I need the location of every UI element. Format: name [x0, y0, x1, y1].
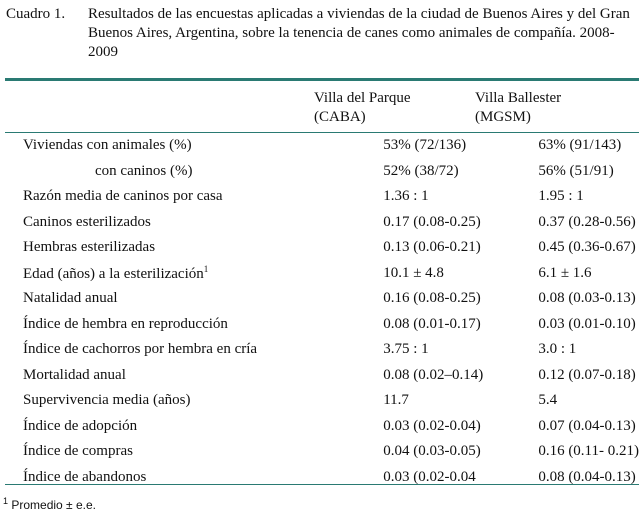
footnote-reference: 1	[203, 263, 209, 274]
row-label-text: Índice de abandonos	[23, 468, 147, 485]
row-label-text: Índice de cachorros por hembra en cría	[23, 341, 258, 358]
table-row	[5, 388, 639, 414]
row-label-text: Natalidad anual	[23, 290, 118, 307]
column-header-line: (CABA)	[314, 109, 366, 125]
row-label-text: Índice de hembra en reproducción	[23, 315, 228, 332]
cell-villa-del-parque: 1.36 : 1	[383, 188, 429, 205]
cell-villa-ballester: 0.08 (0.04-0.13)	[538, 468, 636, 485]
cell-villa-ballester: 0.07 (0.04-0.13)	[538, 417, 636, 434]
table-row	[5, 312, 639, 338]
results-table	[5, 133, 639, 490]
cell-villa-del-parque: 0.04 (0.03-0.05)	[383, 443, 481, 460]
footnote-text: Promedio ± e.e.	[11, 498, 96, 512]
cell-villa-ballester: 56% (51/91)	[538, 162, 614, 179]
cell-villa-del-parque: 0.03 (0.02-0.04	[383, 468, 476, 485]
cell-villa-del-parque: 3.75 : 1	[383, 341, 429, 358]
table-row	[5, 235, 639, 261]
cell-villa-ballester: 0.37 (0.28-0.56)	[538, 213, 636, 230]
row-label	[5, 414, 383, 440]
cell-villa-del-parque: 11.7	[383, 392, 409, 409]
row-label-text: Índice de compras	[23, 443, 133, 460]
row-label	[5, 388, 383, 414]
cell-villa-del-parque: 52% (38/72)	[383, 162, 459, 179]
row-label-text: Hembras esterilizadas	[23, 239, 156, 256]
row-label-text: Edad (años) a la esterilización	[23, 265, 204, 282]
cell-villa-ballester: 0.12 (0.07-0.18)	[538, 366, 636, 383]
cell-villa-del-parque: 0.08 (0.01-0.17)	[383, 315, 481, 332]
row-label-text: Viviendas con animales (%)	[23, 137, 192, 154]
table-row	[5, 184, 639, 210]
cell-villa-ballester: 0.45 (0.36-0.67)	[538, 239, 636, 256]
row-label-text: Supervivencia media (años)	[23, 392, 191, 409]
cell-villa-ballester: 0.08 (0.03-0.13)	[538, 290, 636, 307]
cell-villa-ballester: 6.1 ± 1.6	[538, 264, 592, 281]
footnote-marker: 1	[3, 496, 9, 506]
caption-text: Resultados de las encuestas aplicadas a viviendas de la ciudad de Buenos Aires y del Gran Buenos Aires, Argentina, sobre la tenencia de canes como animales de compañía. 2008-2009	[88, 6, 630, 60]
cell-villa-del-parque: 0.13 (0.06-0.21)	[383, 239, 481, 256]
cell-villa-del-parque: 0.03 (0.02-0.04)	[383, 417, 481, 434]
row-label-text: Razón media de caninos por casa	[23, 188, 223, 205]
cell-villa-del-parque: 0.17 (0.08-0.25)	[383, 213, 481, 230]
table-row	[5, 133, 639, 159]
table-row	[5, 363, 639, 389]
row-label	[5, 337, 383, 363]
table-row	[5, 286, 639, 312]
row-label	[5, 159, 383, 185]
column-header-line: Villa del Parque	[314, 90, 411, 106]
cell-villa-del-parque: 10.1 ± 4.8	[383, 264, 444, 281]
cell-villa-ballester: 5.4	[538, 392, 558, 409]
row-label	[5, 235, 383, 261]
row-label	[5, 210, 383, 236]
table-body	[5, 133, 639, 490]
cell-villa-del-parque: 53% (72/136)	[383, 137, 467, 154]
table-row	[5, 465, 639, 491]
column-header-villa-ballester	[475, 89, 561, 127]
caption-label: Cuadro 1.	[6, 6, 66, 22]
cell-villa-ballester: 1.95 : 1	[538, 188, 584, 205]
bottom-rule	[5, 484, 639, 485]
row-label-text: Caninos esterilizados	[23, 213, 151, 230]
column-header-line: (MGSM)	[475, 109, 531, 125]
top-rule	[5, 78, 639, 81]
table-row	[5, 210, 639, 236]
row-label-text: Mortalidad anual	[23, 366, 126, 383]
row-label	[5, 184, 383, 210]
cell-villa-ballester: 63% (91/143)	[538, 137, 622, 154]
table-row	[5, 414, 639, 440]
row-label	[5, 133, 383, 159]
cell-villa-ballester: 0.16 (0.11- 0.21)	[538, 443, 639, 460]
column-header-line: Villa Ballester	[475, 90, 562, 106]
table-row	[5, 439, 639, 465]
row-label	[5, 465, 383, 491]
row-label	[5, 286, 383, 312]
row-label-text: Índice de adopción	[23, 417, 138, 434]
footnote	[3, 496, 96, 512]
column-header-villa-del-parque	[314, 89, 411, 127]
row-label	[5, 439, 383, 465]
row-label	[5, 363, 383, 389]
table-row	[5, 337, 639, 363]
cell-villa-del-parque: 0.08 (0.02–0.14)	[383, 366, 484, 383]
table-row	[5, 261, 639, 287]
row-label-text: con caninos (%)	[95, 162, 193, 179]
cell-villa-ballester: 3.0 : 1	[538, 341, 577, 358]
table-row	[5, 159, 639, 185]
row-label	[5, 312, 383, 338]
row-label	[5, 261, 383, 287]
cell-villa-del-parque: 0.16 (0.08-0.25)	[383, 290, 481, 307]
cell-villa-ballester: 0.03 (0.01-0.10)	[538, 315, 636, 332]
